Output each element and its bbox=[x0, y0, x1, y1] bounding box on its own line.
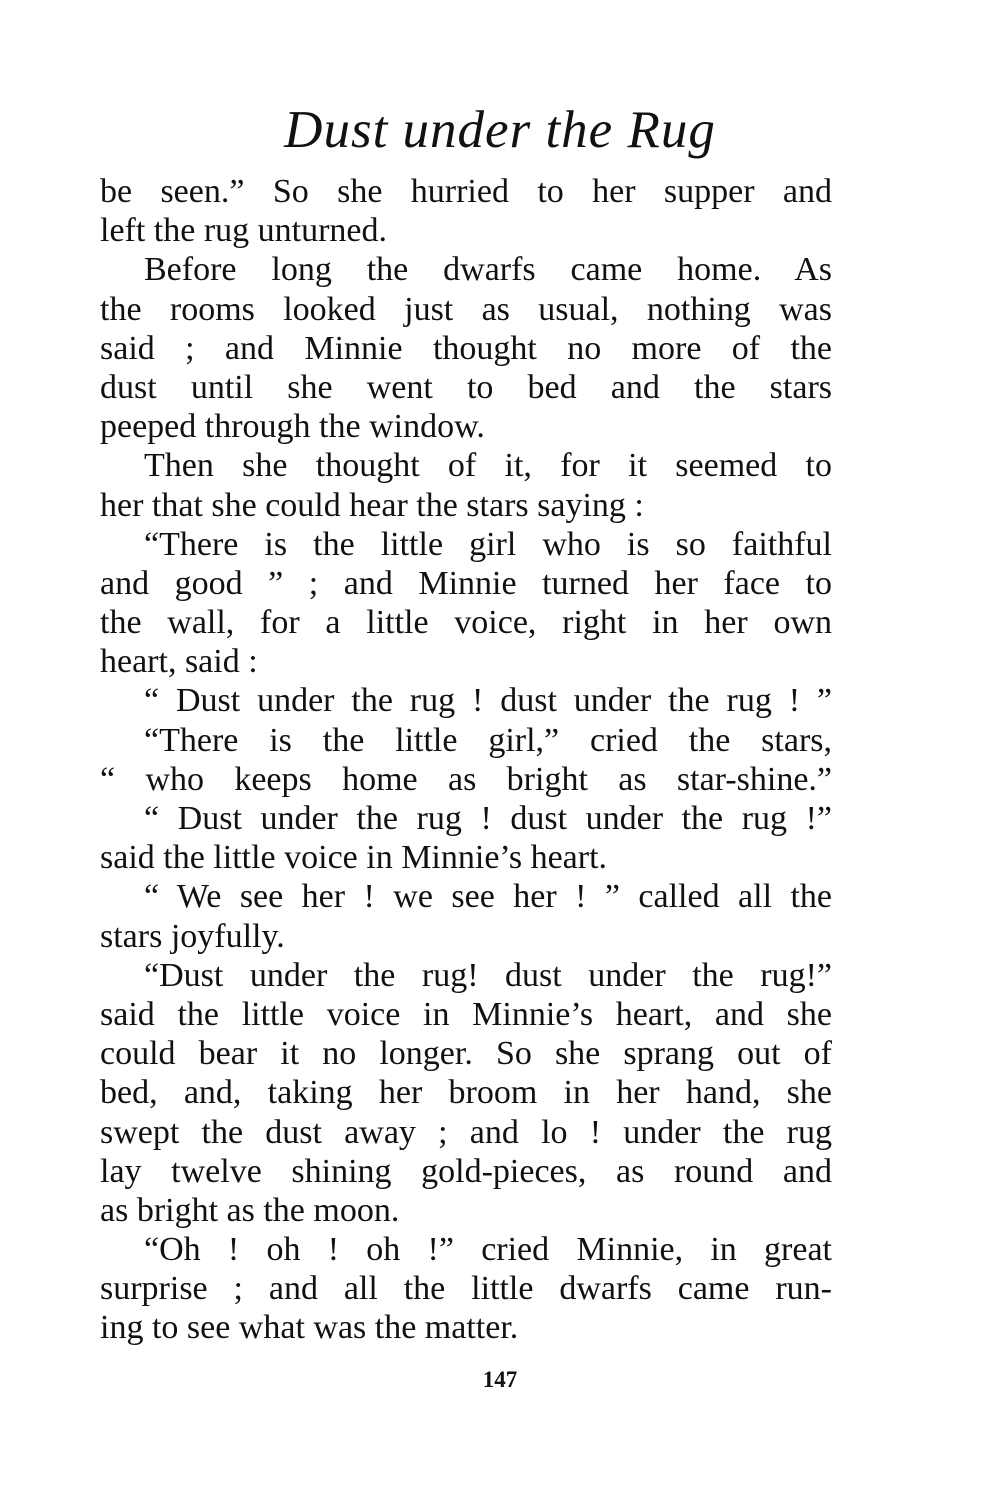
text-line: said the little voice in Minnie’s heart, and she bbox=[100, 995, 832, 1033]
text-line: as bright as the moon. bbox=[100, 1191, 400, 1229]
text-line: said the little voice in Minnie’s heart. bbox=[100, 839, 608, 877]
text-line: left the rug unturned. bbox=[100, 212, 388, 250]
text-line: “ Dust under the rug ! dust under the rug !” bbox=[144, 800, 832, 837]
text-line: “Dust under the rug! dust under the rug!” bbox=[144, 956, 832, 994]
text-line: peeped through the window. bbox=[100, 408, 485, 446]
page-number: 147 bbox=[482, 1367, 518, 1392]
body-text bbox=[100, 172, 832, 1348]
text-line: the wall, for a little voice, right in her own bbox=[100, 604, 832, 642]
text-line: “ We see her ! we see her ! ” called all the bbox=[144, 878, 832, 916]
running-title: Dust under the Rug bbox=[284, 101, 716, 159]
text-line: “ Dust under the rug ! dust under the rug ! ” bbox=[144, 682, 832, 720]
text-line: said ; and Minnie thought no more of the bbox=[100, 329, 832, 367]
text-line: “Oh ! oh ! oh !” cried Minnie, in great bbox=[144, 1231, 832, 1269]
text-line: Then she thought of it, for it seemed to bbox=[144, 447, 832, 485]
text-line: “There is the little girl who is so faithful bbox=[144, 525, 832, 563]
text-line: swept the dust away ; and lo ! under the rug bbox=[100, 1113, 832, 1151]
text-line: lay twelve shining gold-pieces, as round and bbox=[100, 1152, 832, 1190]
text-line: and good ” ; and Minnie turned her face to bbox=[100, 564, 832, 602]
text-line: could bear it no longer. So she sprang out of bbox=[100, 1035, 832, 1073]
text-line: “ who keeps home as bright as star-shine.” bbox=[100, 760, 832, 798]
text-line: her that she could hear the stars saying : bbox=[100, 486, 644, 524]
text-line: ing to see what was the matter. bbox=[100, 1309, 519, 1347]
text-line: “There is the little girl,” cried the stars, bbox=[144, 721, 832, 759]
text-line: the rooms looked just as usual, nothing was bbox=[100, 290, 832, 328]
text-line: stars joyfully. bbox=[100, 917, 285, 955]
text-line: be seen.” So she hurried to her supper and bbox=[100, 173, 832, 210]
text-line: heart, said : bbox=[100, 643, 258, 681]
text-line: Before long the dwarfs came home. As bbox=[144, 251, 832, 289]
text-line: dust until she went to bed and the stars bbox=[100, 368, 832, 406]
text-line: bed, and, taking her broom in her hand, she bbox=[100, 1074, 832, 1112]
text-line: surprise ; and all the little dwarfs came run- bbox=[100, 1270, 832, 1308]
